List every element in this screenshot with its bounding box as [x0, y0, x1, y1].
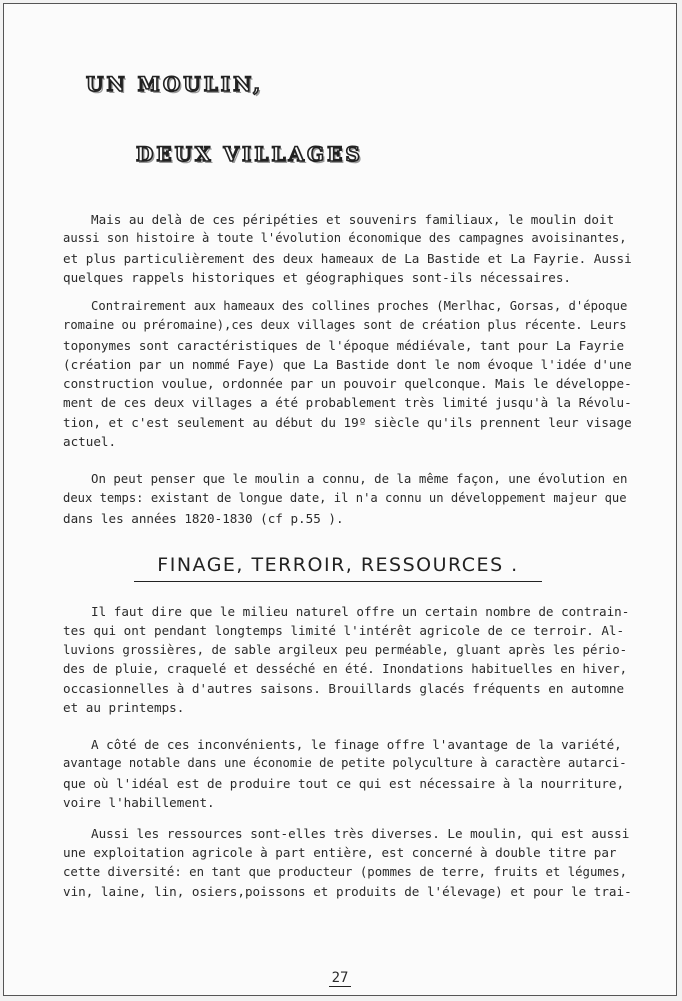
text-line: luvions grossières, de sable argileux peu perméable, gluant après les pério- [63, 642, 628, 657]
document-page [3, 3, 677, 996]
text-line: deux temps: existant de longue date, il n'a connu un développement majeur que [63, 491, 627, 506]
intro-paragraph-2 [63, 297, 633, 451]
text-line: cette diversité: en tant que producteur (pommes de terre, fruits et légumes, [63, 864, 628, 879]
page-title-line-2: DEUX VILLAGES [136, 142, 363, 166]
text-line: romaine ou préromaine),ces deux villages sont de création plus récente. Leurs [63, 318, 627, 333]
body-paragraph-2 [63, 735, 633, 812]
text-line: Aussi les ressources sont-elles très diverses. Le moulin, qui est aussi [91, 826, 630, 841]
text-line: et plus particulièrement des deux hameaux de La Bastide et La Fayrie. Aussi [63, 250, 632, 266]
body-paragraph-3 [63, 824, 633, 901]
text-line: construction voulue, ordonnée par un pouvoir quelconque. Mais le développe- [63, 376, 632, 392]
text-line: toponymes sont caractéristiques de l'époque médiévale, tant pour La Fayrie [63, 337, 625, 353]
text-line: avantage notable dans une économie de petite polyculture à caractère autarci- [63, 756, 627, 771]
text-line: (création par un nommé Faye) que La Bastide dont le nom évoque l'idée d'une [63, 356, 632, 372]
text-line: Contrairement aux hameaux des collines proches (Merlhac, Gorsas, d'époque [91, 299, 628, 313]
text-line: Mais au delà de ces péripéties et souvenirs familiaux, le moulin doit [91, 212, 615, 227]
text-line: tion, et c'est seulement au début du 19º siècle qu'ils prennent leur visage [63, 414, 632, 430]
text-line: voire l'habillement. [63, 794, 215, 810]
text-line: ment de ces deux villages a été probablement très limité jusqu'à la Révolu- [63, 395, 632, 411]
text-line: On peut penser que le moulin a connu, de la même façon, une évolution en [91, 472, 628, 486]
text-line: vin, laine, lin, osiers,poissons et produits de l'élevage) et pour le trai- [63, 883, 632, 899]
text-line: et au printemps. [63, 700, 185, 716]
page-title-line-1: UN MOULIN, [86, 72, 264, 96]
text-line: actuel. [63, 434, 117, 450]
text-line: occasionnelles à d'autres saisons. Brouillards glacés fréquents en automne [63, 681, 625, 697]
text-line: quelques rappels historiques et géographiques sont-ils nécessaires. [63, 269, 571, 285]
text-line: dans les années 1820-1830 (cf p.55 ). [63, 510, 344, 526]
intro-paragraph-1 [63, 210, 633, 287]
text-line: tes qui ont pendant longtemps limité l'intérêt agricole de ce terroir. Al- [63, 623, 625, 639]
text-line: A côté de ces inconvénients, le finage offre l'avantage de la variété, [91, 737, 622, 752]
text-line: une exploitation agricole à part entière, est concerné à double titre par [63, 845, 617, 861]
intro-paragraph-3 [63, 470, 633, 528]
body-paragraph-1 [63, 602, 633, 718]
text-line: aussi son histoire à toute l'évolution économique des campagnes avoisinantes, [63, 231, 627, 246]
text-line: Il faut dire que le milieu naturel offre un certain nombre de contrain- [91, 604, 630, 619]
page-number [4, 970, 676, 986]
page-number-value: 27 [329, 970, 352, 987]
section-heading-underline [134, 581, 542, 582]
section-heading: FINAGE, TERROIR, RESSOURCES . [157, 554, 519, 576]
text-line: que où l'idéal est de produire tout ce qui est nécessaire à la nourriture, [63, 775, 625, 791]
text-line: des de pluie, craquelé et desséché en été. Inondations habituelles en hiver, [63, 661, 628, 676]
